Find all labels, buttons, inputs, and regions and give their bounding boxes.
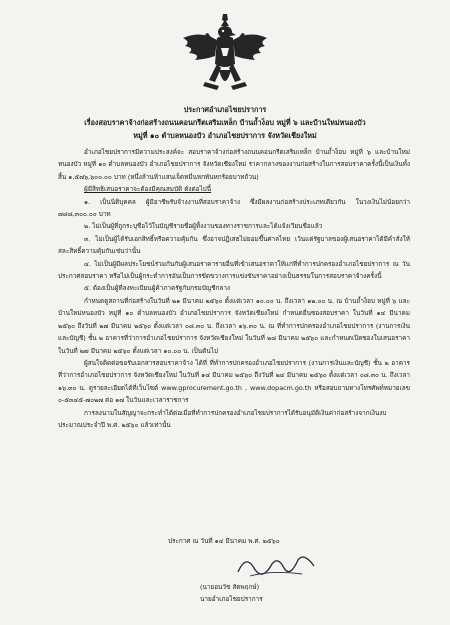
handwritten-signature bbox=[232, 548, 322, 582]
announcement-body bbox=[58, 146, 410, 431]
qualification-item-5: ๕. ต้องเป็นผู้ที่ลงทะเบียนผู้ค้าภาครัฐกับกรมบัญชีกลาง bbox=[84, 284, 231, 293]
announcement-title: ประกาศอำเภอไชยปราการ bbox=[183, 105, 267, 114]
announcement-date: ประกาศ ณ วันที่ ๑๔ มีนาคม พ.ศ. ๒๕๖๐ bbox=[168, 537, 280, 545]
qualification-item-2: ๒. ไม่เป็นผู้ที่ถูกระบุชื่อไว้ในบัญชีรายชื่อผู้ทิ้งงานของทางราชการและได้แจ้งเวียนชื่อแล้ว bbox=[84, 222, 323, 231]
signer-name: (นายอนวัช สัตพฤกษ์) bbox=[200, 583, 260, 591]
closing-paragraph: การลงนามในสัญญาจะกระทำได้ต่อเมื่อที่ทำการปกครองอำเภอไชยปราการได้รับอนุมัติเงินค่าก่อสร้างจากเงินงบประมาณประจำปี พ.ศ. ๒๕๖๐ แล้วเท่านั้น bbox=[58, 408, 387, 429]
garuda-emblem-icon bbox=[177, 12, 273, 98]
qualification-heading: ผู้มีสิทธิเสนอราคาจะต้องมีคุณสมบัติ ดังต่อไปนี้ bbox=[84, 185, 212, 194]
intro-paragraph: อำเภอไชยปราการมีความประสงค์จะ สอบราคาจ้างก่อสร้างถนนคอนกรีตเสริมเหล็ก บ้านถ้ำง็อบ หมู่ที่ ๖ และบ้านใหม่หนองบัว หมู่ที่ ๑๐ ตำบลหนองบัว อำเภอไชยปราการ จังหวัดเชียงใหม่ ราคากลางของงานก่อสร้างในการสอบราคาครั้งนี้เป็นเงินทั้งสิ้น ๑,๕๗๖,๖๐๐.๐๐ บาท (หนึ่งล้านห้าแสนเจ็ดหมื่นหกพันหกร้อยบาทถ้วน) bbox=[58, 148, 410, 181]
signer-position: นายอำเภอไชยปราการ bbox=[200, 595, 263, 603]
site-visit-paragraph: กำหนดดูสถานที่ก่อสร้างในวันที่ ๒๑ มีนาคม ๒๕๖๐ ตั้งแต่เวลา ๑๐.๐๐ น. ถึงเวลา ๑๒.๐๐ น. ณ บ้านถ้ำง็อบ หมู่ที่ ๖ และบ้านใหม่หนองบัว หมู่ที่ ๑๐ ตำบลหนองบัว อำเภอไชยปราการ จังหวัดเชียงใหม่ กำหนดยื่นซองสอบราคา ในวันที่ ๑๔ มีนาคม ๒๕๖๐ ถึงวันที่ ๒๗ มีนาคม ๒๕๖๐ ตั้งแต่เวลา ๐๘.๓๐ น. ถึงเวลา ๑๖.๓๐ น. ณ ที่ทำการปกครองอำเภอไชยปราการ (งานการเงินและบัญชี) ชั้น ๒ อาคารที่ว่าการอำเภอไชยปราการ จังหวัดเชียงใหม่ ในวันที่ ๒๘ มีนาคม ๒๕๖๐ และกำหนดเปิดซองใบเสนอราคาในวันที่ ๒๗ มีนาคม ๒๕๖๐ ตั้งแต่เวลา ๑๐.๐๐ น. เป็นต้นไป bbox=[58, 296, 410, 355]
qualification-item-4: ๔. ไม่เป็นผู้มีผลประโยชน์ร่วมกันกับผู้เสนอราคารายอื่นที่เข้าเสนอราคาให้แก่ที่ทำการปกครองอำเภอไชยปราการ ณ วันประกาศสอบราคา หรือไม่เป็นผู้กระทำการอันเป็นการขัดขวางการแข่งขันราคาอย่างเป็นธรรมในการสอบราคาจ้างครั้งนี้ bbox=[58, 259, 410, 281]
qualification-item-1: ๑. เป็นนิติบุคคล ผู้มีอาชีพรับจ้างงานที่สอบราคาจ้าง ซึ่งมีผลงานก่อสร้างประเภทเดียวกัน ในวงเงินไม่น้อยกว่า ๗๘๘,๓๐๐.๐๐ บาท bbox=[58, 197, 410, 219]
document-info-paragraph: ผู้สนใจติดต่อขอรับเอกสารสอบราคาจ้าง ได้ที่ ที่ทำการปกครองอำเภอไชยปราการ (งานการเงินและบัญชี) ชั้น ๒ อาคารที่ว่าการอำเภอไชยปราการ จังหวัดเชียงใหม่ ในวันที่ ๑๔ มีนาคม ๒๕๖๐ ถึงวันที่ ๒๔ มีนาคม ๒๕๖๐ ตั้งแต่เวลา ๐๘.๓๐ น. ถึงเวลา ๑๖.๓๐ น. ดูรายละเอียดได้ที่เว็บไซต์ www.gprocurement.go.th , www.dopacm.go.th หรือสอบถามทางโทรศัพท์หมายเลข ๐-๕๓๔๕-๗๐๒๗ ต่อ ๑๗ ในวันและเวลาราชการ bbox=[58, 358, 410, 405]
announcement-subject-line-1: เรื่องสอบราคาจ้างก่อสร้างถนนคอนกรีตเสริมเหล็ก บ้านถ้ำง็อบ หมู่ที่ ๖ และบ้านใหม่หนองบัว bbox=[84, 118, 366, 127]
announcement-subject-line-2: หมู่ที่ ๑๐ ตำบลหนองบัว อำเภอไชยปราการ จังหวัดเชียงใหม่ bbox=[133, 131, 317, 140]
qualification-item-3: ๓. ไม่เป็นผู้ได้รับเอกสิทธิ์หรือความคุ้มกัน ซึ่งอาจปฏิเสธไม่ยอมขึ้นศาลไทย เว้นแต่รัฐบาลของผู้เสนอราคาได้มีคำสั่งให้สละสิทธิ์ความคุ้มกันเช่นว่านั้น bbox=[58, 234, 410, 256]
